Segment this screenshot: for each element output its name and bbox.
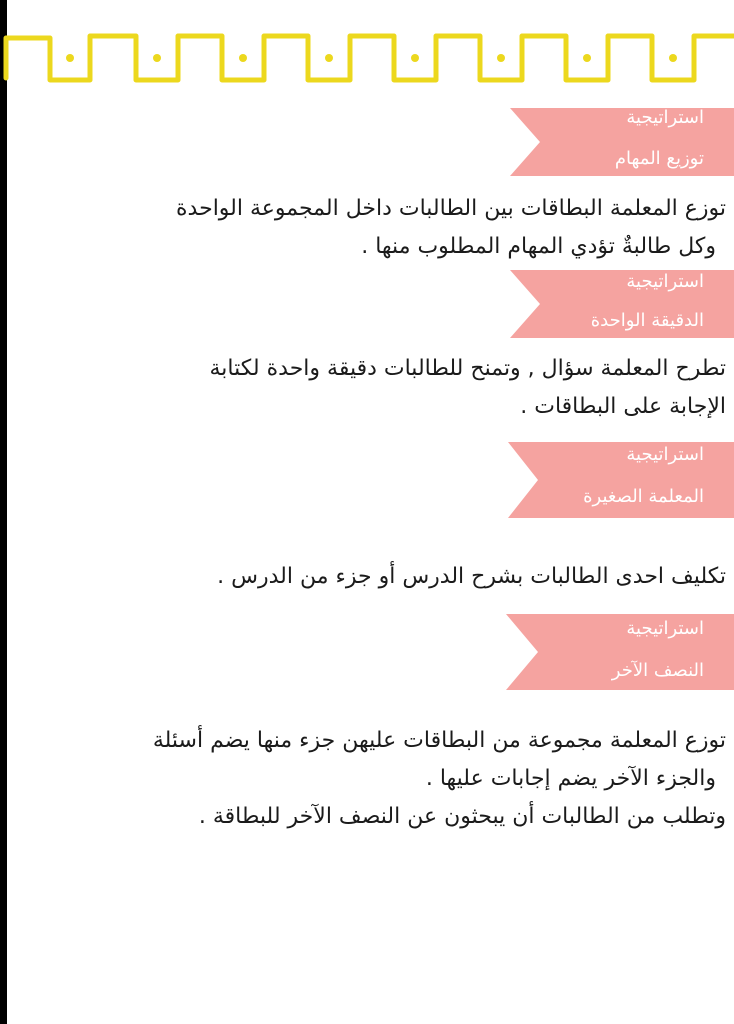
strategy-label: استراتيجية: [626, 444, 704, 465]
strategy-description: [217, 558, 726, 596]
description-line: تكليف احدى الطالبات بشرح الدرس أو جزء من الدرس .: [217, 564, 726, 589]
description-line: وكل طالبةٌ تؤدي المهام المطلوب منها .: [361, 234, 716, 259]
strategy-description: [153, 722, 726, 836]
strategy-name: النصف الآخر: [611, 660, 704, 681]
strategy-name: توزيع المهام: [614, 148, 704, 169]
strategy-ribbon: [504, 104, 734, 180]
strategy-name: المعلمة الصغيرة: [583, 486, 704, 507]
description-line: والجزء الآخر يضم إجابات عليها .: [425, 766, 716, 791]
description-line: توزع المعلمة مجموعة من البطاقات عليهن جزء منها يضم أسئلة: [152, 728, 726, 753]
strategy-description: [210, 350, 726, 426]
strategy-label: استراتيجية: [626, 107, 704, 128]
strategy-label: استراتيجية: [626, 618, 704, 639]
strategy-description: [176, 190, 726, 266]
strategy-name: الدقيقة الواحدة: [590, 310, 704, 331]
left-edge-bar: [0, 0, 7, 1024]
decorative-border: [0, 0, 734, 100]
description-line: تطرح المعلمة سؤال , وتمنح للطالبات دقيقة واحدة لكتابة: [209, 356, 726, 381]
strategy-ribbon: [504, 440, 734, 520]
description-line: وتطلب من الطالبات أن يبحثون عن النصف الآخر للبطاقة .: [198, 804, 726, 829]
description-line: توزع المعلمة البطاقات بين الطالبات داخل المجموعة الواحدة: [176, 196, 726, 221]
strategy-ribbon: [504, 268, 734, 342]
strategy-label: استراتيجية: [626, 271, 704, 292]
strategy-ribbon: [504, 612, 734, 692]
description-line: الإجابة على البطاقات .: [520, 394, 726, 419]
